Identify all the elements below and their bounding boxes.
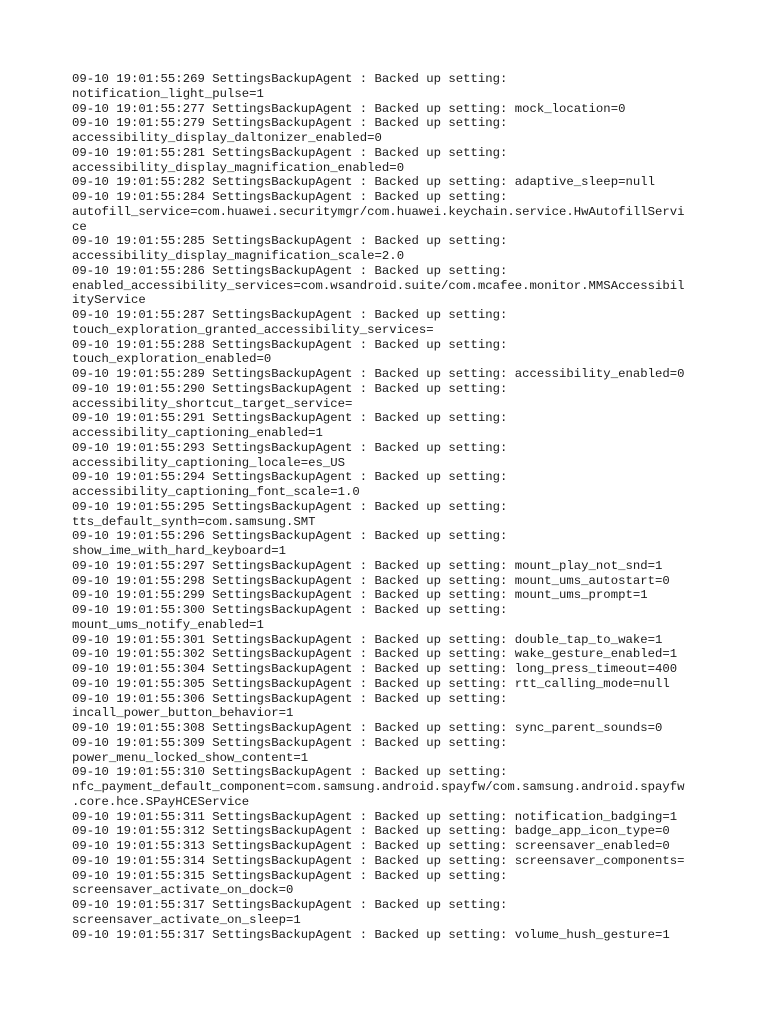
log-line: 09-10 19:01:55:315 SettingsBackupAgent : Backed up setting: [72,868,508,883]
log-line: enabled_accessibility_services=com.wsandroid.suite/com.mcafee.monitor.MMSAccessibil [72,278,685,293]
log-line: 09-10 19:01:55:302 SettingsBackupAgent : Backed up setting: wake_gesture_enabled=1 [72,647,678,662]
log-line: 09-10 19:01:55:300 SettingsBackupAgent : Backed up setting: [72,603,508,617]
log-line: 09-10 19:01:55:311 SettingsBackupAgent : Backed up setting: notification_badging=1 [72,809,678,824]
log-line: 09-10 19:01:55:314 SettingsBackupAgent : Backed up setting: screensaver_components= [72,853,685,868]
log-line: 09-10 19:01:55:312 SettingsBackupAgent : Backed up setting: badge_app_icon_type=0 [72,824,670,839]
log-line: 09-10 19:01:55:289 SettingsBackupAgent : Backed up setting: accessibility_enabled=0 [72,367,685,381]
log-line: 09-10 19:01:55:296 SettingsBackupAgent : Backed up setting: [72,529,508,544]
log-line: 09-10 19:01:55:287 SettingsBackupAgent : Backed up setting: [72,308,508,322]
log-line: accessibility_display_daltonizer_enabled=0 [72,131,382,145]
log-line: 09-10 19:01:55:310 SettingsBackupAgent : Backed up setting: [72,765,508,780]
log-line: tts_default_synth=com.samsung.SMT [72,514,316,529]
log-line: touch_exploration_enabled=0 [72,352,272,367]
log-line: 09-10 19:01:55:306 SettingsBackupAgent : Backed up setting: [72,691,508,706]
log-line: 09-10 19:01:55:309 SettingsBackupAgent : Backed up setting: [72,735,508,750]
log-line: ce [72,219,87,234]
log-line: autofill_service=com.huawei.securitymgr/com.huawei.keychain.service.HwAutofillServi [72,204,685,219]
log-line: 09-10 19:01:55:305 SettingsBackupAgent : Backed up setting: rtt_calling_mode=null [72,676,670,691]
log-line: accessibility_display_magnification_enabled=0 [72,160,405,175]
log-line: 09-10 19:01:55:295 SettingsBackupAgent : Backed up setting: [72,499,508,514]
log-line: 09-10 19:01:55:285 SettingsBackupAgent : Backed up setting: [72,234,508,249]
log-text-block [72,72,712,942]
log-line: 09-10 19:01:55:294 SettingsBackupAgent : Backed up setting: [72,470,508,485]
log-line: .core.hce.SPayHCEService [72,794,250,809]
log-line: mount_ums_notify_enabled=1 [72,617,264,632]
log-line: accessibility_display_magnification_scale=2.0 [72,249,405,263]
log-line: notification_light_pulse=1 [72,86,264,101]
log-line: 09-10 19:01:55:317 SettingsBackupAgent : Backed up setting: volume_hush_gesture=1 [72,927,670,942]
log-line: accessibility_captioning_locale=es_US [72,455,346,470]
log-line: accessibility_captioning_enabled=1 [72,426,323,440]
log-line: 09-10 19:01:55:288 SettingsBackupAgent : Backed up setting: [72,337,508,352]
log-line: 09-10 19:01:55:269 SettingsBackupAgent : Backed up setting: [72,72,508,86]
log-line: nfc_payment_default_component=com.samsung.android.spayfw/com.samsung.android.spayfw [72,780,685,794]
log-line: 09-10 19:01:55:281 SettingsBackupAgent : Backed up setting: [72,145,508,160]
log-line: 09-10 19:01:55:301 SettingsBackupAgent : Backed up setting: double_tap_to_wake=1 [72,632,663,647]
log-line: accessibility_shortcut_target_service= [72,396,353,411]
log-line: 09-10 19:01:55:313 SettingsBackupAgent : Backed up setting: screensaver_enabled=0 [72,839,670,853]
log-line: 09-10 19:01:55:282 SettingsBackupAgent : Backed up setting: adaptive_sleep=null [72,175,655,190]
log-line: 09-10 19:01:55:304 SettingsBackupAgent : Backed up setting: long_press_timeout=400 [72,662,678,676]
log-line: screensaver_activate_on_dock=0 [72,883,294,898]
log-line: touch_exploration_granted_accessibility_services= [72,322,434,337]
log-line: 09-10 19:01:55:299 SettingsBackupAgent : Backed up setting: mount_ums_prompt=1 [72,588,648,603]
log-line: 09-10 19:01:55:308 SettingsBackupAgent : Backed up setting: sync_parent_sounds=0 [72,721,663,735]
log-line: 09-10 19:01:55:277 SettingsBackupAgent : Backed up setting: mock_location=0 [72,101,626,116]
log-line: 09-10 19:01:55:293 SettingsBackupAgent : Backed up setting: [72,440,508,455]
log-line: 09-10 19:01:55:317 SettingsBackupAgent : Backed up setting: [72,898,508,912]
log-line: 09-10 19:01:55:291 SettingsBackupAgent : Backed up setting: [72,411,508,426]
log-line: 09-10 19:01:55:297 SettingsBackupAgent : Backed up setting: mount_play_not_snd=1 [72,558,663,573]
log-line: accessibility_captioning_font_scale=1.0 [72,485,360,499]
log-line: show_ime_with_hard_keyboard=1 [72,544,287,558]
log-line: ityService [72,293,146,308]
log-line: 09-10 19:01:55:284 SettingsBackupAgent : Backed up setting: [72,190,508,204]
log-line: screensaver_activate_on_sleep=1 [72,912,301,927]
log-line: 09-10 19:01:55:279 SettingsBackupAgent : Backed up setting: [72,116,508,131]
log-line: 09-10 19:01:55:286 SettingsBackupAgent : Backed up setting: [72,263,508,278]
log-line: 09-10 19:01:55:298 SettingsBackupAgent : Backed up setting: mount_ums_autostart=0 [72,573,670,588]
log-line: incall_power_button_behavior=1 [72,706,294,721]
log-line: 09-10 19:01:55:290 SettingsBackupAgent : Backed up setting: [72,381,508,396]
log-line: power_menu_locked_show_content=1 [72,750,309,765]
